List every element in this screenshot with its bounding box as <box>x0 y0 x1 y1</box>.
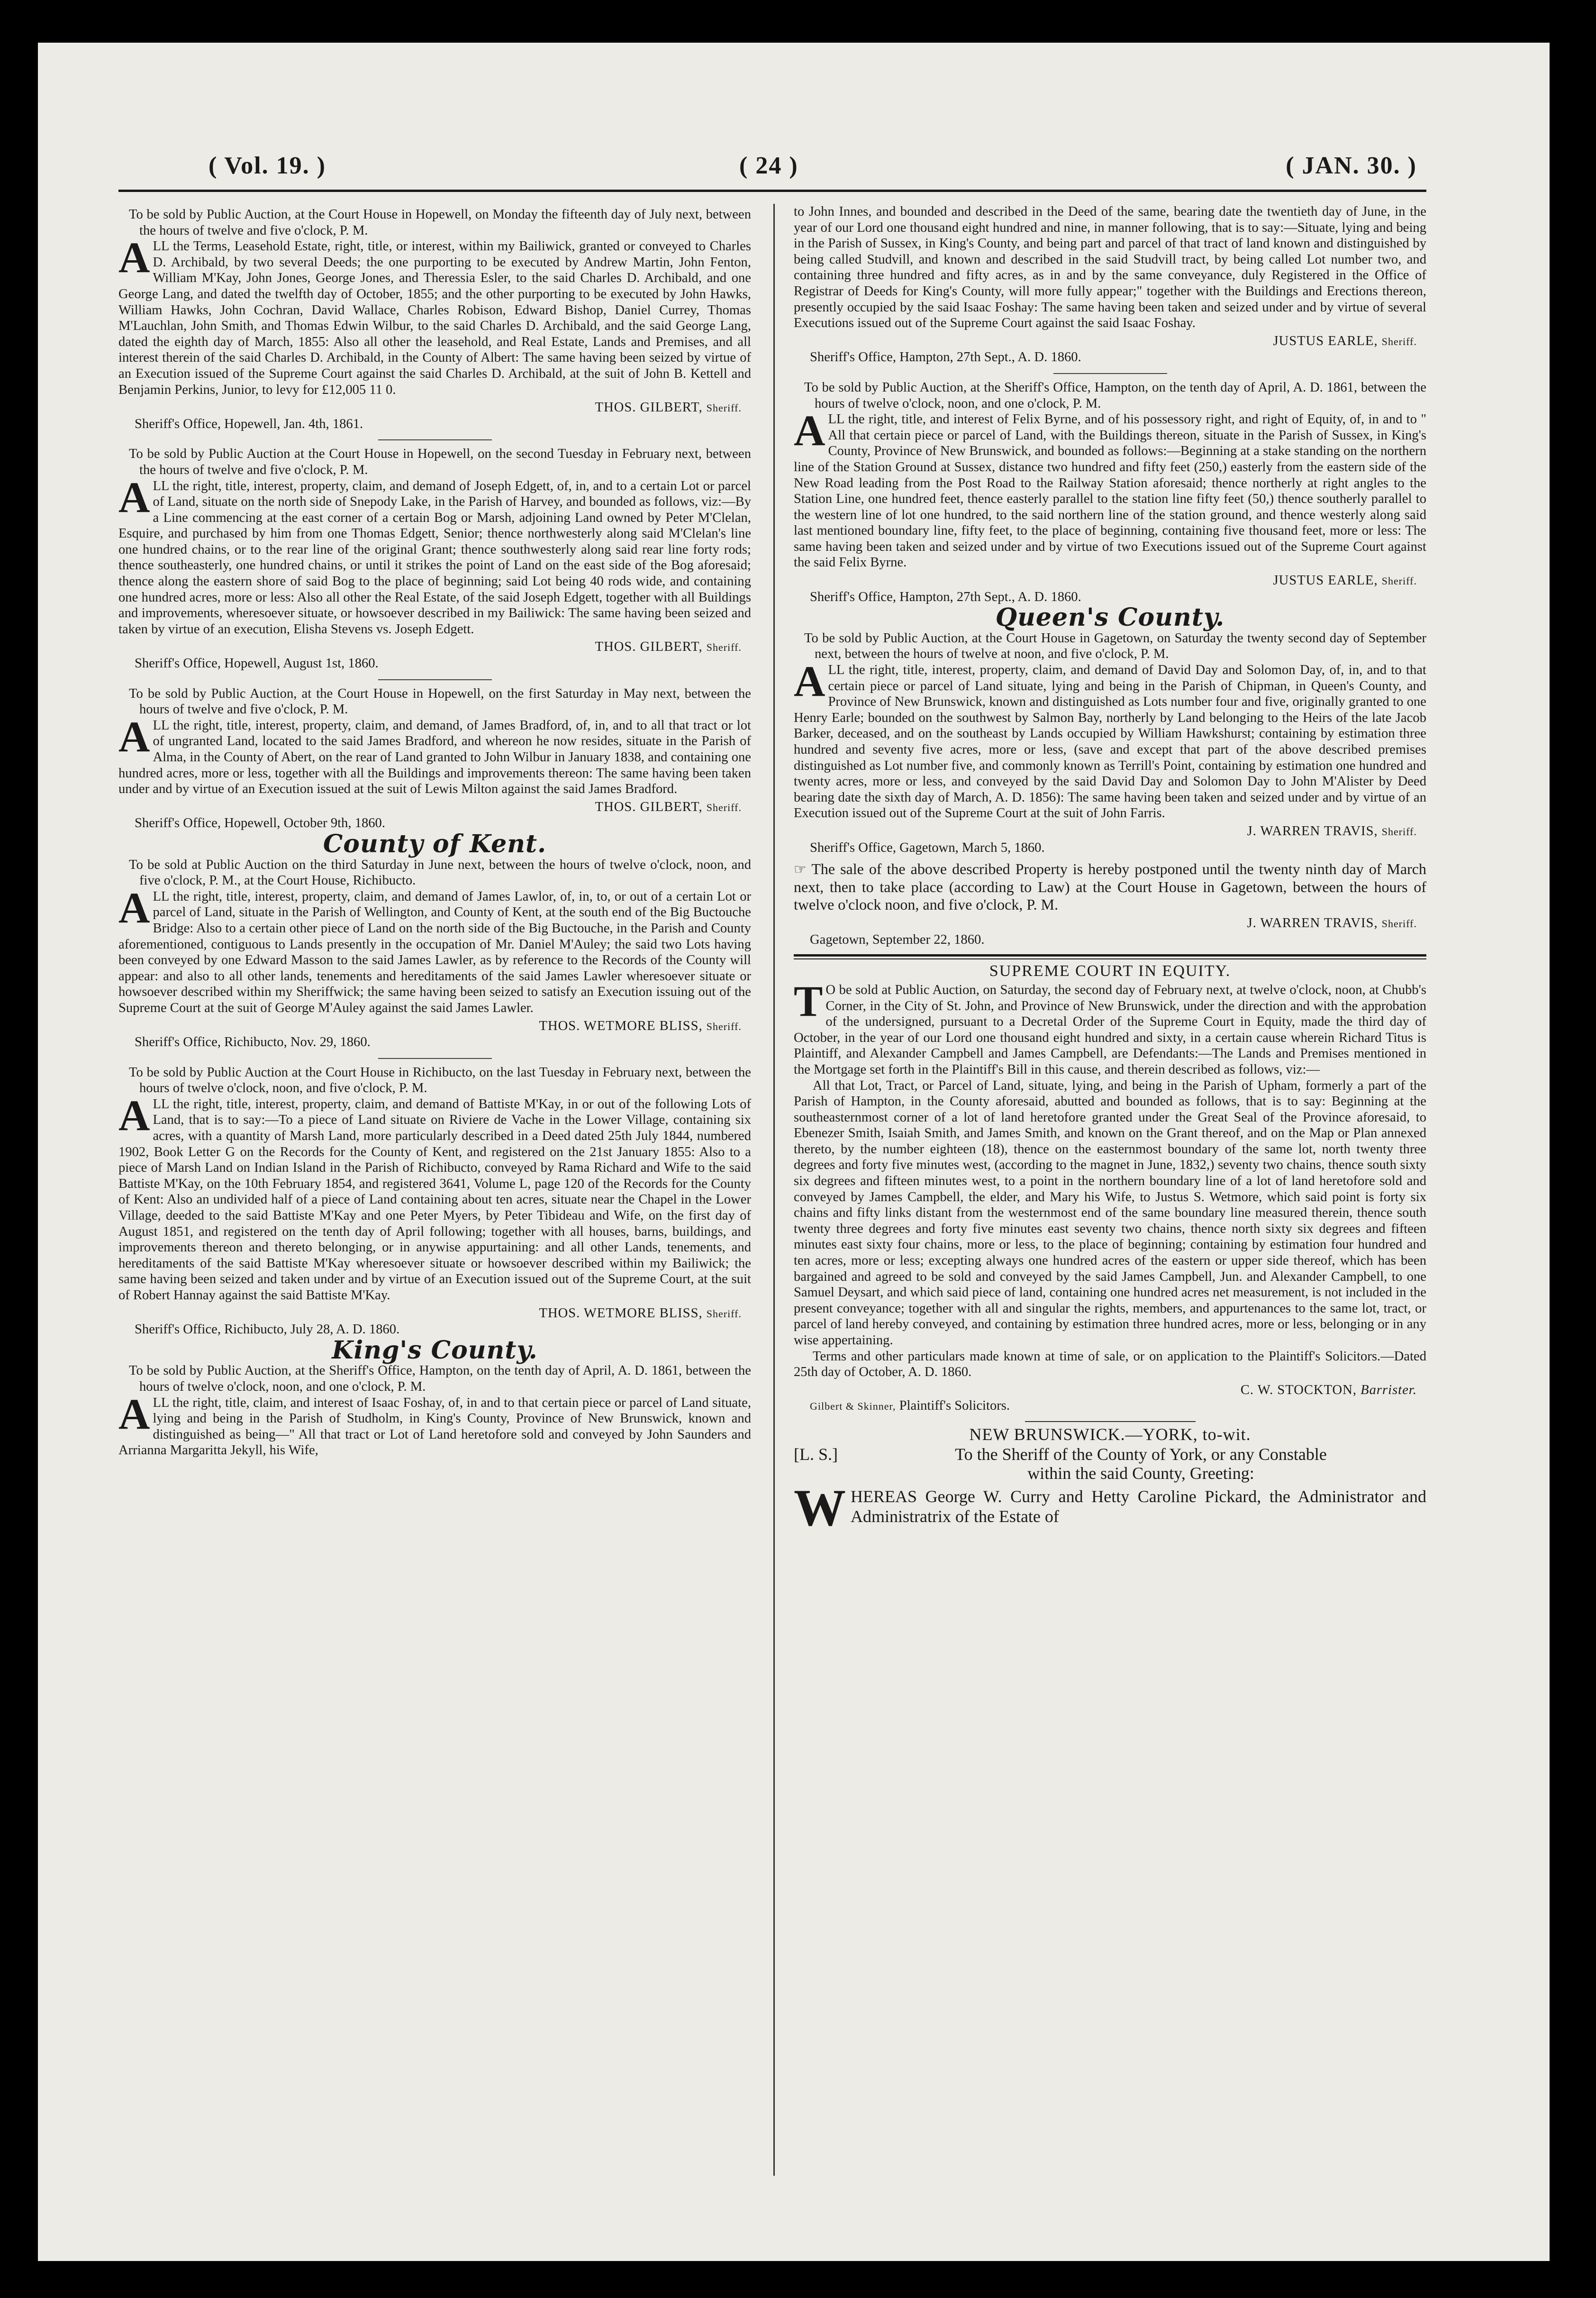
notice-body: ALL the right, title, interest, property, claim, and demand of David Day and Solomon Day, of, in, and to that certain piece or parcel of Land situate, lying and being in the Parish of Chipman, in Queen's County, and Province of New Brunswick, known and distinguished as Lots number four and five, originally granted to one Henry Earle; bounded on the southwest by Salmon Bay, northerly by Land belonging to the Heirs of the late Jacob Barker, deceased, and on the southeast by Lands occupied by William Hawkshurst; containing by estimation three hundred and seventy five acres, more or less, (save and except that part of the above described premises distinguished as Lot number five, and commonly known as Terrill's Point, containing by estimation one hundred and twenty acres, more or less, and conveyed by the said David Day and Solomon Day to John M'Alister by Deed bearing date the sixth day of March, A. D. 1856): The same having been taken and seized under and by virtue of an Execution issued out of the Supreme Court at the suit of John Farris. <box>794 657 1426 821</box>
solicitors-name: Gilbert & Skinner, <box>810 1400 896 1413</box>
equity-body: TO be sold at Public Auction, on Saturday, the second day of February next, at twelve o'clock, noon, at Chubb's Corner, in the City of St. John, and Province of New Brunswick, under the direction and with the approbation of the undersigned, pursuant to a Decretal Order of the Supreme Court in Equity, made the third day of October, in the year of our Lord one thousand eight hundred and sixty, in a certain cause wherein Richard Titus is Plaintiff, and Alexander Campbell and James Campbell, are Defendants:—The Lands and Premises mentioned in the Mortgage set forth in the Plaintiff's Bill in this cause, and therein described as follows, viz:— <box>794 976 1426 1077</box>
sheriff-office-date: Sheriff's Office, Richibucto, July 28, A. D. 1860. <box>135 1322 400 1337</box>
equity-notice <box>794 963 1426 1414</box>
sheriff-name: THOS. GILBERT, <box>595 400 703 415</box>
notice-separator <box>1053 373 1167 374</box>
barrister-title: Barrister. <box>1360 1382 1417 1397</box>
writ-body: WHEREAS George W. Curry and Hetty Caroline Pickard, the Administrator and Administratrix of the Estate of <box>794 1478 1426 1537</box>
notice-foshay-continued <box>794 204 1426 365</box>
notice-lawlor <box>118 857 751 1050</box>
notice-intro: To be sold by Public Auction at the Court House in Richibucto, on the last Tuesday in February next, between the hours of twelve o'clock, noon, and five o'clock, P. M. <box>129 1065 751 1096</box>
sheriff-office-date: Sheriff's Office, Hopewell, Jan. 4th, 1861. <box>135 416 363 431</box>
equity-description: All that Lot, Tract, or Parcel of Land, situate, lying, and being in the Parish of Upham, formerly a part of the Parish of Hampton, in the County aforesaid, abutted and bounded as follows, that is to say: Beginning at the southeasternmost corner of a lot of land heretofore granted under the Great Seal of the Province aforesaid, to Ebenezer Smith, Isaiah Smith, and James Smith, and known on the Grant thereof, and on the Map or Plan annexed thereto, by the number eighteen (18), thence on the easternmost boundary of the same lot, north twenty three degrees and forty five minutes west, (according to the magnet in June, 1832,) seventy two chains, thence south sixty six degrees and fifteen minutes west, to a point in the northern boundary line of a lot of land heretofore sold and conveyed by James Campbell, the elder, and Mary his Wife, to Justus S. Wetmore, which said point is forty six chains and fifty links distant from the westernmost end of the same boundary line measured therein, thence south twenty three degrees and forty five minutes east seventy two chains, thence north sixty six degrees and fifteen minutes east sixty four chains, more or less, to the place of beginning; containing by estimation four hundred and ten acres, more or less; excepting always one hundred acres of the eastern or upper side thereof, which has been bargained and agreed to be sold and conveyed by the said James Campbell, Jun. and Alexander Campbell, to one Samuel Deysart, and which said piece of land, containing one hundred acres net measurement, is not included in the present conveyance; together with all and singular the rights, members, and appurtenances to the same lot, tract, or parcel of land hereby conveyed, and containing by estimation three hundred acres, more or less, belonging or in any wise appertaining. <box>794 1078 1426 1348</box>
sheriff-office-date: Sheriff's Office, Hampton, 27th Sept., A. D. 1860. <box>810 589 1081 604</box>
pointing-hand-icon: ☞ <box>794 862 807 878</box>
writ-title: NEW BRUNSWICK.—YORK, to-wit. <box>969 1424 1251 1444</box>
sheriff-title: Sheriff. <box>1381 918 1417 930</box>
sheriff-name: THOS. WETMORE BLISS, <box>539 1018 703 1033</box>
postponement-body: The sale of the above described Property is hereby postponed until the twenty ninth day of March next, then to take place (according to Law) at the Court House in Gagetown, between the hours of twelve o'clock noon, and five o'clock, P. M. <box>794 860 1427 913</box>
barrister-name: C. W. STOCKTON, <box>1240 1382 1357 1397</box>
notice-body-continued: to John Innes, and bounded and described in the Deed of the same, bearing date the twentieth day of June, in the year of our Lord one thousand eight hundred and nine, in manner following, that is to say:—Situate, lying and being in the Parish of Sussex, in King's County, and being part and parcel of that tract of land known and distinguished by being called Studvill, and known and described in the said Studvill tract, by being called Lot number two, and containing three hundred and fifty acres, as in and by the same conveyance, duly Registered in the Office of Registrar of Deeds for King's County, will more fully appear;" together with the Buildings and Erections thereon, presently occupied by the said Isaac Foshay: The same having been taken and seized under and by virtue of several Executions issued out of the Supreme Court against the said Isaac Foshay. <box>794 204 1426 331</box>
notice-bradford <box>118 686 751 831</box>
solicitors-line <box>794 1398 1426 1414</box>
section-rule <box>794 954 1426 959</box>
header-rule <box>118 190 1426 192</box>
sheriff-signature <box>118 1305 742 1322</box>
sheriff-signature <box>794 573 1417 589</box>
section-rule <box>1025 1421 1196 1422</box>
sheriff-title: Sheriff. <box>1381 825 1417 838</box>
notice-body: ALL the right, title, interest, property, claim, and demand, of James Bradford, of, in, and to all that tract or lot of ungranted Land, located to the said James Bradford, and whereon he now resides, situate in the Parish of Alma, in the County of Abert, on the rear of Land granted to John Wilbur in January 1838, and containing one hundred acres, more or less, together with all the Buildings and improvements thereon: The same having been taken under and by virtue of an Execution issued at the suit of Lewis Milton against the said James Bradford. <box>118 712 751 797</box>
notice-day <box>794 630 1426 856</box>
sheriff-office-date: Sheriff's Office, Hampton, 27th Sept., A. D. 1860. <box>810 350 1081 365</box>
notice-intro: To be sold by Public Auction, at the Court House in Hopewell, on Monday the fifteenth day of July next, between the hours of twelve and five o'clock, P. M. <box>129 207 751 238</box>
writ-address-line2: within the said County, Greeting: <box>1027 1463 1254 1483</box>
writ-notice <box>794 1424 1426 1537</box>
notice-edgett <box>118 446 751 671</box>
sheriff-name: THOS. GILBERT, <box>595 799 703 814</box>
sheriff-title: Sheriff. <box>706 1020 742 1032</box>
notice-intro: To be sold by Public Auction, at the Court House in Hopewell, on the first Saturday in May next, between the hours of twelve and five o'clock, P. M. <box>129 686 751 717</box>
notice-body: ALL the right, title, interest, property, claim, and demand of Battiste M'Kay, in or out of the following Lots of Land, that is to say:—To a piece of Land situate on Riviere de Vache in the Lower Village, containing six acres, with a quantity of Marsh Land, more particularly described in a Deed dated 25th July 1844, numbered 1902, Book Letter G on the Records for the County of Kent, and registered on the 21st January 1855: Also to a piece of Marsh Land on Indian Island in the Parish of Richibucto, conveyed by Rama Richard and Wife to the said Battiste M'Kay, on the 10th February 1854, and registered 3641, Volume L, page 120 of the Records for the County of Kent: Also an undivided half of a piece of Land containing about ten acres, situate near the Chapel in the Lower Village, deeded to the said Battiste M'Kay and one Peter Myers, by Peter Tibideau and Wife, on the first day of August 1851, and registered on the tenth day of April following; together with all houses, barns, buildings, and improvements thereon and thereto belonging, or in anywise appurtaining: and all other Lands, tenements, and hereditaments of the said Battiste M'Kay wheresoever situate or howsoever described within my Bailiwick; the same having been seized and taken under and by virtue of an Execution issued out of the Supreme Court, at the suit of Robert Hannay against the said Battiste M'Kay. <box>118 1091 751 1303</box>
seal-mark: [L. S.] <box>794 1444 838 1464</box>
postponement-text <box>794 860 1426 913</box>
notice-body: ALL the right, title, and interest of Felix Byrne, and of his possessory right, and right of Equity, of, in and to " All that certain piece or parcel of Land, with the Buildings thereon, situate in the Parish of Sussex, in King's County, Province of New Brunswick, and bounded as follows:—Beginning at a stake standing on the northern line of the Station Ground at Sussex, distance two hundred and fifty feet (250,) easterly from the eastern side of the New Road leading from the Post Road to the Railway Station aforesaid; thence northerly at right angles to the Station Line, one hundred feet, thence easterly parallel to the station line fifty feet (50,) thence southerly parallel to the western line of lot one hundred, to the said northern line of the station ground, and thence westerly along said last mentioned boundary line, fifty feet, to the place of beginning, containing five thousand feet, more or less: The same having been taken and seized under and by virtue of two Executions issued out of the Supreme Court against the said Felix Byrne. <box>794 406 1426 570</box>
sheriff-office-date: Gagetown, September 22, 1860. <box>810 932 985 947</box>
sheriff-name: JUSTUS EARLE, <box>1273 333 1378 348</box>
sheriff-name: JUSTUS EARLE, <box>1273 573 1378 588</box>
notice-archibald <box>118 207 751 432</box>
notice-intro: To be sold at Public Auction on the third Saturday in June next, between the hours of twelve o'clock, noon, and five o'clock, P. M., at the Court House, Richibucto. <box>129 857 751 888</box>
column-divider <box>773 204 775 2176</box>
writ-address-row <box>794 1445 1426 1483</box>
issue-date: ( JAN. 30. ) <box>1286 152 1417 179</box>
right-column <box>794 204 1427 1537</box>
notice-mkay <box>118 1065 751 1338</box>
sheriff-title: Sheriff. <box>1381 335 1417 347</box>
sheriff-name: J. WARREN TRAVIS, <box>1247 823 1378 839</box>
sheriff-title: Sheriff. <box>706 641 742 654</box>
page-number: ( 24 ) <box>739 152 798 179</box>
notice-intro: To be sold by Public Auction, at the Court House in Gagetown, on Saturday the twenty second day of September next, between the hours of twelve at noon, and five o'clock, P. M. <box>804 630 1426 662</box>
sheriff-name: THOS. WETMORE BLISS, <box>539 1305 703 1321</box>
page-content <box>109 152 1426 2190</box>
notice-separator <box>378 439 492 440</box>
postponement-notice <box>794 860 1426 948</box>
notice-intro: To be sold by Public Auction, at the Sheriff's Office, Hampton, on the tenth day of April, A. D. 1861, between the hours of twelve o'clock, noon, and one o'clock, P. M. <box>804 380 1426 411</box>
notice-foshay <box>118 1363 751 1459</box>
left-column <box>118 204 751 1459</box>
notice-intro: To be sold by Public Auction at the Court House in Hopewell, on the second Tuesday in February next, between the hours of twelve and five o'clock, P. M. <box>129 447 751 477</box>
sheriff-name: THOS. GILBERT, <box>595 639 703 655</box>
notice-body: ALL the Terms, Leasehold Estate, right, title, or interest, within my Bailiwick, granted or conveyed to Charles D. Archibald, by two several Deeds; the one purporting to be executed by Andrew Martin, John Fenton, William M'Kay, John Jones, George Jones, and Theressia Esler, to the said Charles D. Archibald, and one George Lang, and dated the twelfth day of October, 1855; and the other purporting to be executed by John Hawks, William Hawks, John Cochran, David Wallace, Charles Robison, Edward Bishop, Daniel Currey, Thomas M'Lauchlan, John Smith, and Thomas Edwin Wilbur, to the said Charles D. Archibald, and the said George Lang, dated the eighth day of March, 1855: Also all other the leasehold, and Real Estate, Lands and Premises, and all interest therein of the said Charles D. Archibald, in the County of Albert: The same having been seized by virtue of an Execution issued of the Supreme Court against the said Charles D. Archibald, at the suit of John B. Kettell and Benjamin Perkins, Junior, to levy for £12,005 11 0. <box>118 233 751 397</box>
sheriff-signature <box>794 823 1417 840</box>
notice-intro: To be sold by Public Auction, at the Sheriff's Office, Hampton, on the tenth day of April, A. D. 1861, between the hours of twelve o'clock, noon, and one o'clock, P. M. <box>129 1363 751 1394</box>
writ-address <box>855 1445 1426 1483</box>
newspaper-page <box>38 43 1550 2261</box>
notice-body: ALL the right, title, interest, property, claim, and demand of Joseph Edgett, of, in, and to a certain Lot or parcel of Land, situate on the north side of Snepody Lake, in the Parish of Harvey, and bounded as follows, viz:—By a Line commencing at the east corner of a certain Bog or Marsh, adjoining Land owned by Peter M'Clelan, Esquire, and purchased by him from one Thomas Edgett, Senior; thence northwesterly along said M'Clelan's line one hundred chains, or to the rear line of the original Grant; thence southwesterly along said rear line forty rods; thence southeasterly, one hundred chains, or until it strikes the point of Land on the east side of the Bog aforesaid; thence along the eastern shore of said Bog to the place of beginning; said Lot being 40 rods wide, and containing one hundred acres, more or less: Also all other the Real Estate, of the said Joseph Edgett, together with all Buildings and improvements, wheresoever situate, or howsoever described in my Bailiwick: The same having been seized and taken by virtue of an execution, Elisha Stevens vs. Joseph Edgett. <box>118 473 751 637</box>
sheriff-signature <box>118 639 742 656</box>
notice-body: ALL the right, title, interest, property, claim, and demand of James Lawlor, of, in, to, or out of a certain Lot or parcel of Land, situate in the Parish of Wellington, and County of Kent, at the south end of the Big Buctouche Bridge: Also to a certain other piece of Land on the north side of the Big Buctouche, in the Parish and County aforementioned, contiguous to Lands presently in the occupation of Mr. Daniel M'Auley; the said two Lots having been conveyed by one Edward Masson to the said James Lawler, as by reference to the Records of the County will appear: and also to all other lands, tenements and hereditaments of the said James Lawler wheresoever situate or howsoever described within my Sheriffwick; the same having been seized to satisfy an Execution issuing out of the Supreme Court at the suit of George M'Auley against the said James Lawler. <box>118 883 751 1015</box>
sheriff-office-date: Sheriff's Office, Gagetown, March 5, 1860. <box>810 840 1045 855</box>
sheriff-title: Sheriff. <box>706 1307 742 1320</box>
equity-title: SUPREME COURT IN EQUITY. <box>989 962 1231 980</box>
notice-separator <box>378 1058 492 1059</box>
solicitors-title: Plaintiff's Solicitors. <box>899 1398 1010 1413</box>
sheriff-name: J. WARREN TRAVIS, <box>1247 916 1378 931</box>
sheriff-title: Sheriff. <box>1381 575 1417 587</box>
county-heading-queens: Queen's County. <box>995 603 1225 632</box>
county-heading-kent: County of Kent. <box>323 829 547 858</box>
notice-byrne <box>794 380 1426 605</box>
sheriff-signature <box>118 400 742 416</box>
sheriff-office-date: Sheriff's Office, Hopewell, October 9th, 1860. <box>135 816 385 831</box>
sheriff-title: Sheriff. <box>706 801 742 813</box>
county-heading-kings: King's County. <box>332 1335 538 1365</box>
sheriff-signature <box>794 915 1417 932</box>
sheriff-signature <box>118 799 742 816</box>
sheriff-signature <box>118 1018 742 1035</box>
volume-number: ( Vol. 19. ) <box>209 152 326 179</box>
equity-terms: Terms and other particulars made known at time of sale, or on application to the Plaintiff's Solicitors.—Dated 25th day of October, A. D. 1860. <box>794 1349 1426 1380</box>
notice-separator <box>378 679 492 680</box>
barrister-signature <box>794 1382 1417 1398</box>
sheriff-office-date: Sheriff's Office, Richibucto, Nov. 29, 1860. <box>135 1035 371 1050</box>
sheriff-office-date: Sheriff's Office, Hopewell, August 1st, 1860. <box>135 656 379 671</box>
notice-body: ALL the right, title, claim, and interest of Isaac Foshay, of, in and to that certain piece or parcel of Land situate, lying and being in the Parish of Studholm, in King's County, Province of New Brunswick, known and distinguished as being—" All that tract or Lot of Land heretofore sold and conveyed by John Saunders and Arrianna Margaritta Jekyll, his Wife, <box>118 1389 751 1458</box>
sheriff-signature <box>794 333 1417 350</box>
sheriff-title: Sheriff. <box>706 402 742 414</box>
writ-address-line1: To the Sheriff of the County of York, or any Constable <box>955 1444 1327 1464</box>
